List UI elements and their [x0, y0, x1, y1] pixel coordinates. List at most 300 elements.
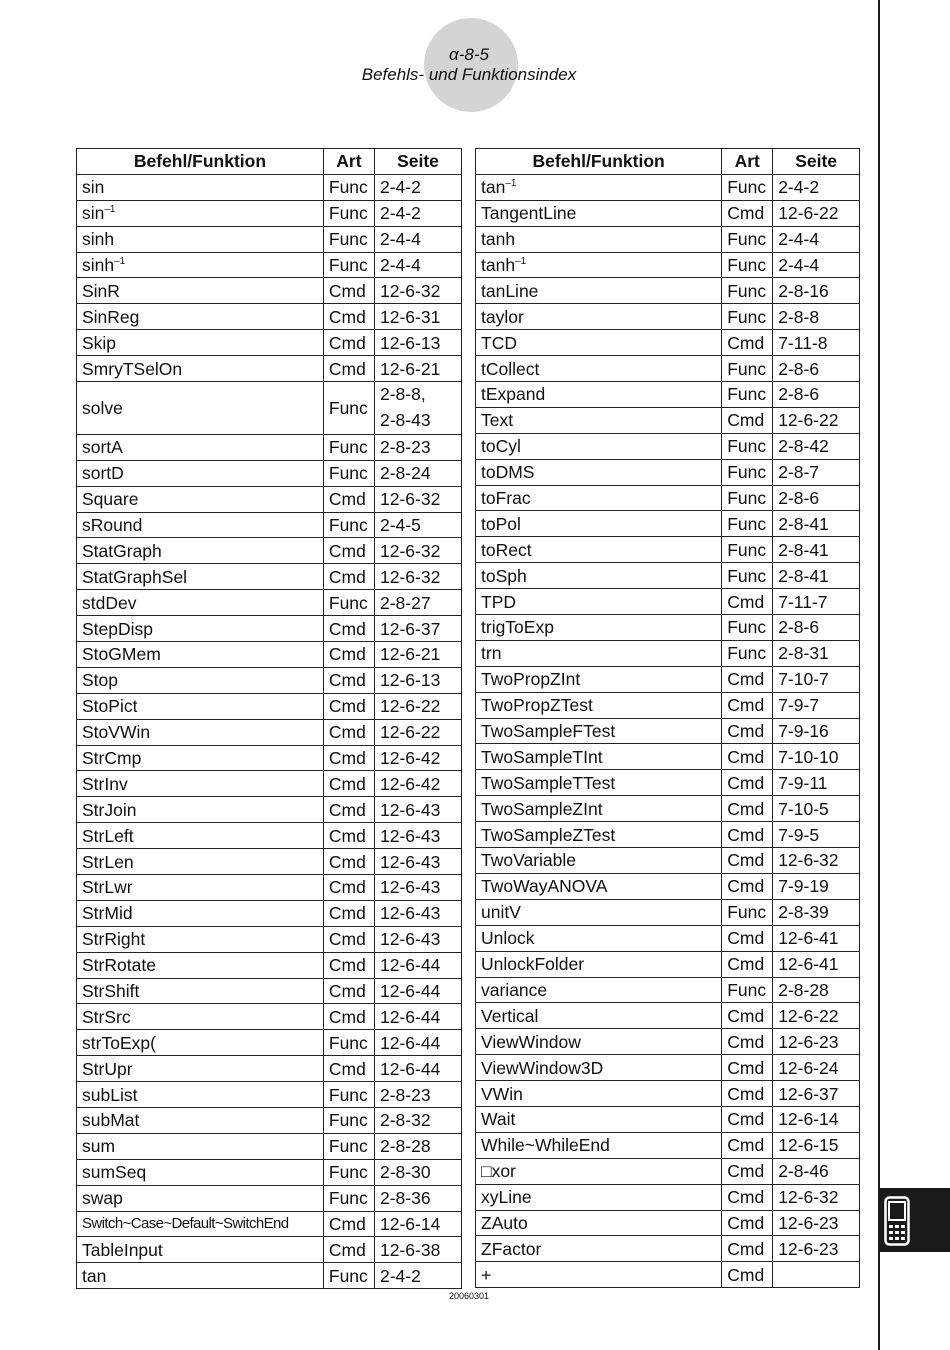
command-name — [77, 952, 324, 978]
command-type: Cmd — [722, 718, 773, 744]
command-name-text: unitV — [481, 902, 521, 923]
command-type: Cmd — [323, 304, 374, 330]
command-name-text: TwoPropZInt — [481, 669, 581, 690]
command-name-text: ViewWindow3D — [481, 1057, 604, 1078]
page-reference: 12-6-21 — [374, 356, 461, 382]
command-name — [476, 278, 722, 304]
command-name-text: tanh — [481, 229, 516, 250]
command-name — [77, 252, 324, 278]
page-reference: 2-8-6 — [773, 615, 860, 641]
command-name-text: sortD — [82, 463, 124, 484]
command-name — [77, 926, 324, 952]
command-name-text: sortA — [82, 437, 123, 458]
command-type: Cmd — [722, 1158, 773, 1184]
command-name — [476, 459, 722, 485]
command-name — [476, 226, 722, 252]
page-reference: 7-9-16 — [773, 718, 860, 744]
command-type: Func — [722, 563, 773, 589]
table-row — [77, 252, 462, 278]
command-name-text: TangentLine — [481, 203, 577, 224]
command-name-text: StrMid — [82, 903, 133, 924]
command-type: Func — [722, 226, 773, 252]
command-name-text: trn — [481, 643, 502, 664]
page-reference: 2-8-41 — [773, 537, 860, 563]
table-row — [476, 1262, 860, 1288]
command-type: Cmd — [722, 1106, 773, 1132]
calculator-icon — [884, 1196, 910, 1246]
page-reference: 12-6-22 — [374, 719, 461, 745]
command-type: Func — [323, 382, 374, 435]
table-row — [77, 978, 462, 1004]
table-row — [77, 874, 462, 900]
table-row — [77, 823, 462, 849]
command-type: Cmd — [323, 278, 374, 304]
table-row — [77, 926, 462, 952]
command-name — [77, 512, 324, 538]
command-name-text: Wait — [481, 1109, 516, 1130]
table-row — [476, 615, 860, 641]
command-type: Func — [323, 174, 374, 200]
command-type: Cmd — [722, 1184, 773, 1210]
table-row — [476, 485, 860, 511]
command-name — [476, 563, 722, 589]
page-reference: 2-8-23 — [374, 434, 461, 460]
command-name-text: subList — [82, 1084, 138, 1105]
command-name — [77, 641, 324, 667]
command-name-text: UnlockFolder — [481, 954, 585, 975]
command-type: Cmd — [323, 330, 374, 356]
command-name-text: StrRotate — [82, 955, 156, 976]
command-name — [476, 1132, 722, 1158]
table-row — [77, 1185, 462, 1211]
command-type: Func — [722, 537, 773, 563]
page-reference: 12-6-42 — [374, 745, 461, 771]
page-reference: 12-6-43 — [374, 874, 461, 900]
command-name-text: TwoVariable — [481, 850, 577, 871]
command-name-text: sumSeq — [82, 1162, 147, 1183]
table-row — [77, 174, 462, 200]
command-name-text: StatGraphSel — [82, 566, 188, 587]
command-name — [77, 1133, 324, 1159]
page-reference — [773, 1262, 860, 1288]
command-type: Func — [323, 434, 374, 460]
command-name-text: toPol — [481, 513, 521, 534]
command-name-text: toRect — [481, 539, 532, 560]
command-type: Cmd — [722, 848, 773, 874]
command-type: Cmd — [323, 771, 374, 797]
command-name — [77, 304, 324, 330]
page-reference: 2-8-32 — [374, 1107, 461, 1133]
page-reference: 12-6-44 — [374, 1056, 461, 1082]
table-row — [476, 1106, 860, 1132]
command-name — [476, 433, 722, 459]
command-name — [77, 1211, 324, 1237]
table-row — [476, 796, 860, 822]
command-name-text: tanLine — [481, 280, 539, 301]
table-row — [476, 330, 860, 356]
index-table-left — [76, 148, 462, 1289]
table-row — [476, 951, 860, 977]
command-name-text: StrJoin — [82, 799, 137, 820]
page-reference: 2-8-41 — [773, 511, 860, 537]
command-name — [77, 538, 324, 564]
table-row — [77, 330, 462, 356]
page-reference: 2-8-6 — [773, 382, 860, 408]
page-title: Befehls- und Funktionsindex — [361, 65, 577, 84]
page-reference: 12-6-44 — [374, 1004, 461, 1030]
table-row — [77, 590, 462, 616]
command-name — [77, 226, 324, 252]
command-name — [77, 1030, 324, 1056]
table-row — [476, 459, 860, 485]
command-name — [476, 718, 722, 744]
command-type: Func — [722, 511, 773, 537]
command-type: Cmd — [722, 744, 773, 770]
table-row — [476, 563, 860, 589]
page-reference: 12-6-23 — [773, 1029, 860, 1055]
command-type: Cmd — [722, 589, 773, 615]
table-row — [476, 666, 860, 692]
command-name — [476, 822, 722, 848]
table-row — [476, 899, 860, 925]
page-reference: 12-6-13 — [374, 667, 461, 693]
table-row — [476, 1081, 860, 1107]
page-reference: 2-8-30 — [374, 1159, 461, 1185]
command-name — [476, 1106, 722, 1132]
page-reference: 7-10-7 — [773, 666, 860, 692]
command-name — [476, 692, 722, 718]
command-name — [77, 564, 324, 590]
command-type: Cmd — [722, 692, 773, 718]
command-name-text: xyLine — [481, 1187, 532, 1208]
page-reference: 12-6-14 — [773, 1106, 860, 1132]
command-name — [77, 1263, 324, 1289]
command-name — [77, 693, 324, 719]
command-name — [77, 590, 324, 616]
command-type: Func — [323, 1263, 374, 1289]
page-reference: 12-6-32 — [374, 538, 461, 564]
command-name-text: Skip — [82, 332, 117, 353]
command-name-text: toCyl — [481, 436, 521, 457]
table-row — [476, 718, 860, 744]
command-type: Cmd — [323, 356, 374, 382]
command-name-text: StrInv — [82, 773, 128, 794]
page-reference: 12-6-41 — [773, 951, 860, 977]
command-type: Func — [323, 460, 374, 486]
page-reference: 2-8-46 — [773, 1158, 860, 1184]
command-name — [476, 615, 722, 641]
page-reference: 2-4-5 — [374, 512, 461, 538]
command-name — [77, 771, 324, 797]
command-type: Cmd — [323, 719, 374, 745]
command-name-text: StrRight — [82, 929, 146, 950]
table-row — [77, 771, 462, 797]
command-type: Cmd — [722, 925, 773, 951]
command-name-text: tCollect — [481, 358, 540, 379]
command-name — [77, 667, 324, 693]
command-type: Func — [722, 252, 773, 278]
page-reference: 7-10-5 — [773, 796, 860, 822]
command-name — [77, 434, 324, 460]
command-name-text: VWin — [481, 1083, 523, 1104]
page-reference-line: 2-8-43 — [379, 409, 431, 430]
command-type: Cmd — [323, 1004, 374, 1030]
command-type: Func — [722, 899, 773, 925]
command-type: Func — [323, 1107, 374, 1133]
command-name-text: sum — [82, 1136, 116, 1157]
table-row — [77, 1082, 462, 1108]
page-reference: 7-9-19 — [773, 873, 860, 899]
command-name — [476, 744, 722, 770]
command-name — [77, 1185, 324, 1211]
command-name-text: sinh — [82, 255, 115, 275]
table-row — [77, 1056, 462, 1082]
command-type: Func — [722, 459, 773, 485]
command-name-text: tanh — [481, 255, 516, 275]
table-row — [77, 538, 462, 564]
command-name — [476, 640, 722, 666]
table-row — [77, 1159, 462, 1185]
command-name-text: TwoSampleTTest — [481, 772, 616, 793]
command-type: Func — [323, 226, 374, 252]
command-name — [476, 485, 722, 511]
table-row — [476, 770, 860, 796]
column-header-command: Befehl/Funktion — [476, 149, 722, 175]
command-name-text: tExpand — [481, 384, 546, 405]
command-name-text: TCD — [481, 332, 517, 353]
command-type: Func — [722, 615, 773, 641]
command-name-text: SmryTSelOn — [82, 358, 183, 379]
page-reference: 2-4-2 — [374, 1263, 461, 1289]
command-type: Cmd — [722, 330, 773, 356]
page-reference: 12-6-42 — [374, 771, 461, 797]
table-row — [476, 873, 860, 899]
command-name — [77, 1107, 324, 1133]
command-name-text: tan — [82, 1265, 107, 1286]
command-name — [77, 200, 324, 226]
command-type: Func — [323, 1030, 374, 1056]
command-name-text: subMat — [82, 1110, 140, 1131]
command-type: Cmd — [323, 486, 374, 512]
command-type: Cmd — [722, 1236, 773, 1262]
command-name-text: tan — [481, 177, 506, 198]
table-row — [476, 1158, 860, 1184]
command-name — [77, 616, 324, 642]
table-row — [476, 304, 860, 330]
command-name — [476, 304, 722, 330]
table-row — [476, 925, 860, 951]
command-name-text: SinR — [82, 280, 120, 301]
page-reference: 7-9-7 — [773, 692, 860, 718]
command-name-text: StrUpr — [82, 1058, 133, 1079]
command-type: Cmd — [722, 1132, 773, 1158]
command-name-text: Vertical — [481, 1005, 539, 1026]
command-name — [476, 1236, 722, 1262]
table-row — [476, 278, 860, 304]
table-row — [476, 174, 860, 200]
page-reference: 2-8-24 — [374, 460, 461, 486]
command-name-text: solve — [82, 397, 123, 418]
page-reference: 12-6-15 — [773, 1132, 860, 1158]
inverse-superscript: –1 — [515, 256, 527, 268]
command-type: Func — [722, 977, 773, 1003]
command-name-text: Switch~Case~Default~SwitchEnd — [82, 1214, 289, 1232]
command-type: Cmd — [323, 667, 374, 693]
print-date-code: 20060301 — [448, 1291, 490, 1301]
page-reference: 2-4-4 — [374, 226, 461, 252]
page-reference: 12-6-38 — [374, 1237, 461, 1263]
command-name — [77, 745, 324, 771]
command-name — [77, 900, 324, 926]
command-name-text: StrLeft — [82, 825, 134, 846]
command-name — [476, 1055, 722, 1081]
page-reference: 12-6-44 — [374, 952, 461, 978]
table-header-row — [476, 149, 860, 175]
table-row — [77, 1263, 462, 1289]
command-type: Cmd — [722, 951, 773, 977]
command-name-text: TwoSampleZTest — [481, 824, 616, 845]
command-type: Cmd — [323, 564, 374, 590]
page-edge-rule — [878, 0, 880, 1350]
command-type: Func — [722, 174, 773, 200]
table-row — [77, 564, 462, 590]
table-row — [77, 745, 462, 771]
command-name-text: StoVWin — [82, 722, 151, 743]
command-name — [476, 511, 722, 537]
page-reference: 12-6-32 — [374, 278, 461, 304]
command-type: Cmd — [722, 822, 773, 848]
table-row — [476, 589, 860, 615]
command-type: Cmd — [722, 1210, 773, 1236]
command-name-text: TwoPropZTest — [481, 695, 593, 716]
command-name-text: sRound — [82, 514, 143, 535]
command-type: Func — [323, 1159, 374, 1185]
table-row — [77, 693, 462, 719]
table-row — [77, 1004, 462, 1030]
page-reference: 12-6-24 — [773, 1055, 860, 1081]
command-name-text: sin — [82, 177, 105, 198]
table-row — [77, 616, 462, 642]
command-name — [77, 382, 324, 435]
page-reference: 2-8-8 — [773, 304, 860, 330]
table-row — [476, 433, 860, 459]
command-name — [476, 770, 722, 796]
page-reference: 12-6-43 — [374, 926, 461, 952]
command-name-text: ZFactor — [481, 1238, 542, 1259]
command-name — [476, 951, 722, 977]
command-name-text: swap — [82, 1188, 123, 1209]
command-type: Cmd — [323, 978, 374, 1004]
command-type: Cmd — [722, 666, 773, 692]
command-name — [476, 174, 722, 200]
command-type: Cmd — [323, 693, 374, 719]
column-header-page: Seite — [374, 149, 461, 175]
table-row — [476, 537, 860, 563]
command-name — [77, 1004, 324, 1030]
table-row — [476, 1184, 860, 1210]
command-type: Func — [323, 1133, 374, 1159]
command-name — [476, 589, 722, 615]
table-row — [77, 434, 462, 460]
page-reference: 12-6-32 — [374, 564, 461, 590]
command-name-text: + — [481, 1264, 492, 1285]
table-header-row — [77, 149, 462, 175]
command-name — [77, 874, 324, 900]
command-name-text: toFrac — [481, 488, 531, 509]
command-name-text: Stop — [82, 670, 118, 691]
table-row — [77, 641, 462, 667]
command-name — [77, 1159, 324, 1185]
command-name — [476, 1158, 722, 1184]
command-type: Cmd — [722, 1081, 773, 1107]
command-type: Func — [323, 512, 374, 538]
command-name-text: StoPict — [82, 696, 138, 717]
page-reference: 2-8-27 — [374, 590, 461, 616]
command-name-text: sin — [82, 203, 105, 224]
table-row — [77, 304, 462, 330]
table-row — [476, 252, 860, 278]
page-reference: 12-6-32 — [773, 848, 860, 874]
table-row — [476, 511, 860, 537]
command-name-text: toDMS — [481, 462, 535, 483]
page-reference: 2-4-4 — [374, 252, 461, 278]
command-name-text: variance — [481, 979, 548, 1000]
command-name-text: Unlock — [481, 928, 535, 949]
command-type: Func — [722, 382, 773, 408]
command-name-text: Text — [481, 410, 514, 431]
command-type: Cmd — [722, 796, 773, 822]
command-type: Func — [722, 278, 773, 304]
command-name-text: StrCmp — [82, 747, 142, 768]
table-row — [77, 1237, 462, 1263]
table-row — [476, 1236, 860, 1262]
command-name-text: While~WhileEnd — [481, 1135, 610, 1156]
command-type: Cmd — [323, 849, 374, 875]
command-type: Func — [722, 485, 773, 511]
page-reference: 12-6-23 — [773, 1210, 860, 1236]
chapter-tab[interactable] — [880, 1188, 950, 1252]
command-name — [476, 1029, 722, 1055]
command-name — [476, 330, 722, 356]
command-type: Func — [722, 304, 773, 330]
column-header-page: Seite — [773, 149, 860, 175]
table-row — [77, 1107, 462, 1133]
table-row — [476, 1210, 860, 1236]
page-reference: 12-6-21 — [374, 641, 461, 667]
command-type: Func — [323, 252, 374, 278]
command-name-text: □xor — [481, 1161, 516, 1182]
command-name-text: SinReg — [82, 306, 140, 327]
command-name — [476, 356, 722, 382]
page-reference: 2-8-28 — [773, 977, 860, 1003]
index-table-right — [475, 148, 860, 1288]
command-type: Cmd — [722, 770, 773, 796]
table-row — [476, 692, 860, 718]
command-name-text: StrLwr — [82, 877, 133, 898]
command-name-text: StepDisp — [82, 618, 154, 639]
command-type: Cmd — [722, 1055, 773, 1081]
command-type: Cmd — [722, 873, 773, 899]
page-reference: 12-6-31 — [374, 304, 461, 330]
page-reference: 2-4-2 — [773, 174, 860, 200]
command-type: Func — [722, 640, 773, 666]
table-row — [476, 200, 860, 226]
command-name-text: TwoSampleZInt — [481, 798, 603, 819]
command-name — [77, 719, 324, 745]
page-reference: 12-6-44 — [374, 1030, 461, 1056]
table-row — [476, 848, 860, 874]
command-type: Cmd — [323, 952, 374, 978]
